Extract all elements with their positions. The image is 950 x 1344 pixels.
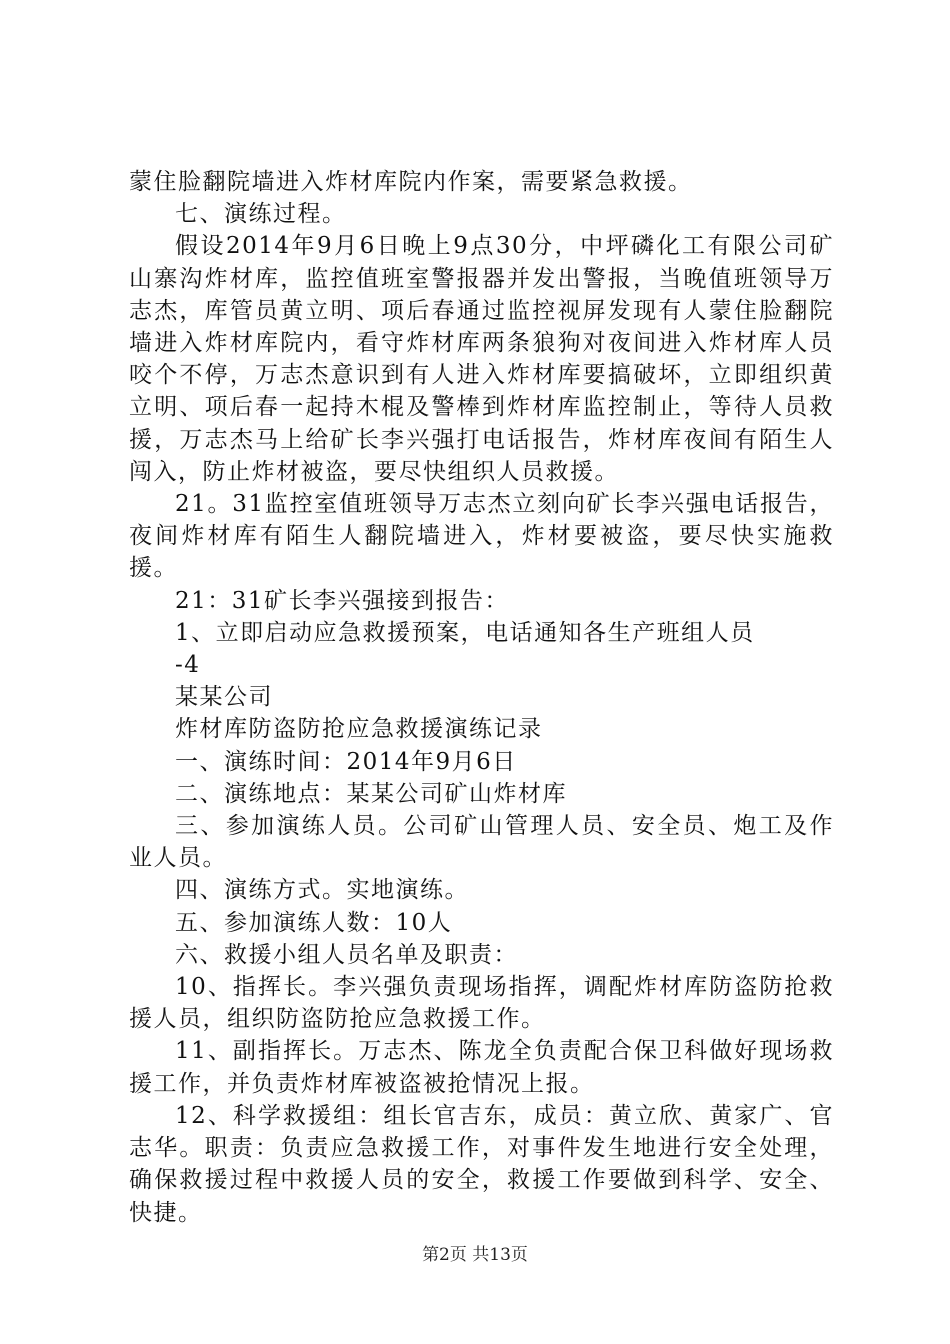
paragraph-18: 12、科学救援组：组长官吉东，成员：黄立欣、黄家广、官志华。职责：负责应急救援工作，对事件发生地进行安全处理，确保救援过程中救援人员的安全，救援工作要做到科学、安全、快捷。 [129,1102,834,1226]
paragraph-2: 七、演练过程。 [175,201,347,228]
paragraph-13: 四、演练方式。实地演练。 [175,877,469,904]
paragraph-3: 假设2014年9月6日晚上9点30分，中坪磷化工有限公司矿山寨沟炸材库，监控值班室警报器并发出警报，当晚值班领导万志杰，库管员黄立明、项后春通过监控视屏发现有人蒙住脸翻院墙进入炸材库院内，看守炸材库两条狼狗对夜间进入炸材库人员咬个不停，万志杰意识到有人进入炸材库要搞破坏，立即组织黄立明、项后春一起持木棍及警棒到炸材库监控制止，等待人员救援，万志杰马上给矿长李兴强打电话报告，炸材库夜间有陌生人闯入，防止炸材被盗，要尽快组织人员救援。 [129,233,834,485]
paragraph-5: 21：31矿长李兴强接到报告： [175,587,510,614]
paragraph-17: 11、副指挥长。万志杰、陈龙全负责配合保卫科做好现场救援工作，并负责炸材库被盗被抢情况上报。 [129,1038,834,1097]
document-body [129,166,834,1229]
paragraph-12: 三、参加演练人员。公司矿山管理人员、安全员、炮工及作业人员。 [129,813,834,872]
paragraph-1: 蒙住脸翻院墙进入炸材库院内作案，需要紧急救援。 [129,169,693,195]
paragraph-16: 10、指挥长。李兴强负责现场指挥，调配炸材库防盗防抢救援人员，组织防盗防抢应急救援工作。 [129,974,834,1033]
paragraph-11: 二、演练地点：某某公司矿山炸材库 [175,780,567,807]
paragraph-4: 21。31监控室值班领导万志杰立刻向矿长李兴强电话报告，夜间炸材库有陌生人翻院墙进入，炸材要被盗，要尽快实施救援。 [129,491,834,582]
paragraph-15: 六、救援小组人员名单及职责： [175,941,518,968]
paragraph-8: 某某公司 [175,684,273,711]
paragraph-7: -4 [175,652,201,679]
paragraph-14: 五、参加演练人数：10人 [175,909,453,936]
page-footer: 第2页 共13页 [422,1245,528,1265]
paragraph-10: 一、演练时间：2014年9月6日 [175,748,517,775]
paragraph-9: 炸材库防盗防抢应急救援演练记录 [175,716,543,743]
paragraph-6: 1、立即启动应急救援预案，电话通知各生产班组人员 [175,619,755,646]
